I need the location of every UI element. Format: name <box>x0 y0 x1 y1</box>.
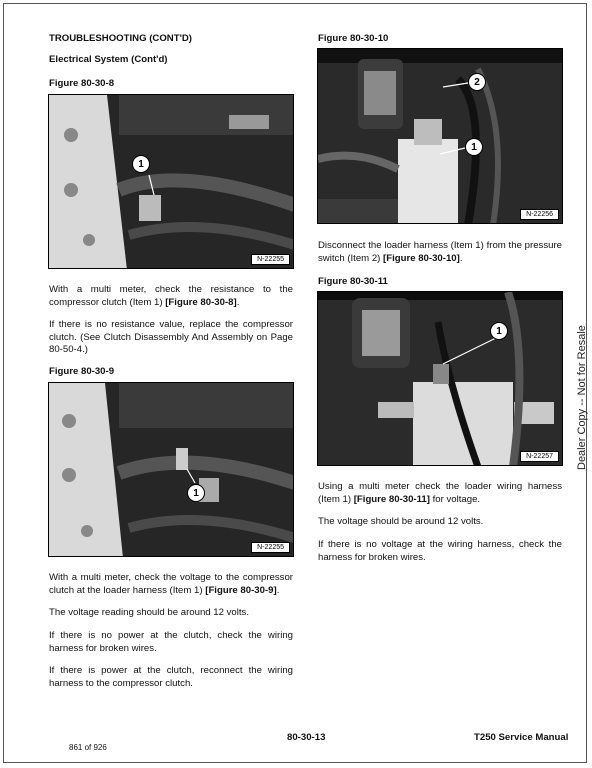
figure-8-code: N-22255 <box>251 254 290 265</box>
right-paragraph-2 <box>318 481 562 506</box>
sidebar-text: Dealer Copy -- Not for Resale <box>576 325 588 470</box>
section-title: TROUBLESHOOTING (CONT'D) <box>49 33 192 44</box>
left-paragraph-2: If there is no resistance value, replace the compressor clutch. (See Clutch Disassembly And Assembly on Page 80-50-4.) <box>49 319 293 355</box>
left-paragraph-3 <box>49 572 293 597</box>
figure-8-callout-1: 1 <box>132 155 150 173</box>
figure-10-photo <box>317 48 563 224</box>
figure-8-photo <box>48 94 294 269</box>
left-paragraph-4: The voltage reading should be around 12 volts. <box>49 607 250 618</box>
figure-10-code: N-22256 <box>520 209 559 220</box>
right-paragraph-2-end: for voltage. <box>429 493 481 505</box>
figure-11-callout-1: 1 <box>490 322 508 340</box>
figure-11-photo <box>317 291 563 466</box>
figure-11-code: N-22257 <box>520 451 559 462</box>
left-paragraph-5: If there is no power at the clutch, check the wiring harness for broken wires. <box>49 630 293 654</box>
figure-9-photo <box>48 382 294 557</box>
footer-page-counter: 861 of 926 <box>69 743 107 752</box>
figure-9-code: N-22255 <box>251 542 290 553</box>
right-paragraph-1 <box>318 240 562 265</box>
figure-10-caption: Figure 80-30-10 <box>318 33 389 44</box>
figure-9-ref: [Figure 80-30-9] <box>205 584 277 596</box>
figure-10-ref: [Figure 80-30-10] <box>383 252 460 264</box>
figure-8-ref: [Figure 80-30-8] <box>165 296 237 308</box>
right-paragraph-2-text: Using a multi meter check the loader wiring harness (Item 1) <box>318 481 562 505</box>
pressure-switch-photo <box>318 49 563 224</box>
engine-harness-photo <box>49 95 294 269</box>
right-paragraph-4: If there is no voltage at the wiring harness, check the harness for broken wires. <box>318 539 562 563</box>
left-paragraph-6: If there is power at the clutch, reconnect the wiring harness to the compressor clutch. <box>49 665 293 689</box>
footer-manual-title: T250 Service Manual <box>474 732 569 743</box>
left-paragraph-1-end: . <box>236 296 240 308</box>
figure-11-caption: Figure 80-30-11 <box>318 276 388 287</box>
left-paragraph-1 <box>49 284 293 309</box>
right-paragraph-3: The voltage should be around 12 volts. <box>318 516 484 527</box>
figure-8-caption: Figure 80-30-8 <box>49 78 115 89</box>
figure-11-ref: [Figure 80-30-11] <box>353 493 430 505</box>
right-paragraph-1-text: Disconnect the loader harness (Item 1) from the pressure switch (Item 2) <box>318 240 562 264</box>
loader-harness-photo <box>49 383 294 557</box>
figure-9-caption: Figure 80-30-9 <box>49 366 115 377</box>
right-paragraph-1-end: . <box>459 252 463 264</box>
figure-9-callout-1: 1 <box>187 484 205 502</box>
footer-page-ref: 80-30-13 <box>287 732 326 743</box>
left-paragraph-3-end: . <box>276 584 280 596</box>
wiring-harness-photo <box>318 292 563 466</box>
figure-10-callout-1: 1 <box>465 138 483 156</box>
left-paragraph-1-text: With a multi meter, check the resistance to the compressor clutch (Item 1) <box>49 284 293 308</box>
figure-10-callout-2: 2 <box>468 73 486 91</box>
left-paragraph-3-text: With a multi meter, check the voltage to the compressor clutch at the loader harness (Item 1) <box>49 572 293 596</box>
section-subtitle: Electrical System (Cont'd) <box>49 54 168 65</box>
